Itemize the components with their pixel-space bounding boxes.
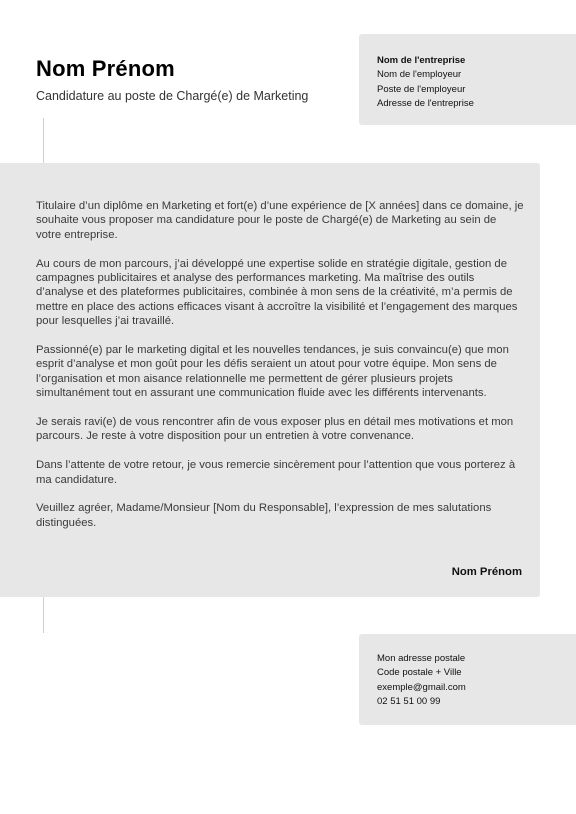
divider-line-bottom [43,597,44,633]
employer-name: Nom de l'employeur [377,69,462,81]
sender-address: Mon adresse postale [377,653,466,664]
company-info-box [359,34,576,125]
letter-paragraph: Je serais ravi(e) de vous rencontrer afin de vous exposer plus en détail mes motivations et mon parcours. Je reste à votre disposition pour un entretien à votre convenance. [36,416,514,443]
sender-postal-city: Code postale + Ville [377,667,462,679]
signature: Nom Prénom [451,566,522,578]
company-name: Nom de l'entreprise [377,55,466,66]
sender-email: exemple@gmail.com [377,681,466,693]
employer-position: Poste de l'employeur [377,83,466,95]
letter-text [36,199,524,545]
letter-paragraph: Au cours de mon parcours, j’ai développé une expertise solide en stratégie digitale, gestion de campagnes publicitaires et analyse des performances marketing. Ma maîtrise des outils d’analyse et des plateformes publicitaires, combinée à mon sens de la créativité, m’a permis de mettre en place des actions efficaces visant à accroître la visibilité et l’engagement des marques pour lesquelles j’ai travaillé. [36,257,518,328]
sender-phone: 02 51 51 00 99 [377,695,441,707]
candidate-name: Nom Prénom [36,56,175,81]
letter-paragraph: Veuillez agréer, Madame/Monsieur [Nom du Responsable], l’expression de mes salutations distinguées. [36,502,492,529]
letter-paragraph: Passionné(e) par le marketing digital et les nouvelles tendances, je suis convaincu(e) que mon esprit d’analyse et mon goût pour les défis seraient un atout pour votre équipe. Mon sens de l’organisation et mon aisance relationnelle me permettent de gérer plusieurs projets simultanément tout en assurant une communication fluide avec les différents intervenants. [36,344,509,400]
letter-paragraph: Dans l’attente de votre retour, je vous remercie sincèrement pour l’attention que vous porterez à ma candidature. [36,459,516,486]
divider-line-top [43,118,44,163]
letter-body-box [0,163,540,597]
sender-info-box [359,634,576,725]
company-address: Adresse de l'entreprise [377,97,474,109]
job-subtitle: Candidature au poste de Chargé(e) de Marketing [36,89,309,103]
letter-paragraph: Titulaire d’un diplôme en Marketing et fort(e) d’une expérience de [X années] dans ce domaine, je souhaite vous proposer ma candidature pour le poste de Chargé(e) de Marketing au sein de votre entreprise. [36,200,524,241]
